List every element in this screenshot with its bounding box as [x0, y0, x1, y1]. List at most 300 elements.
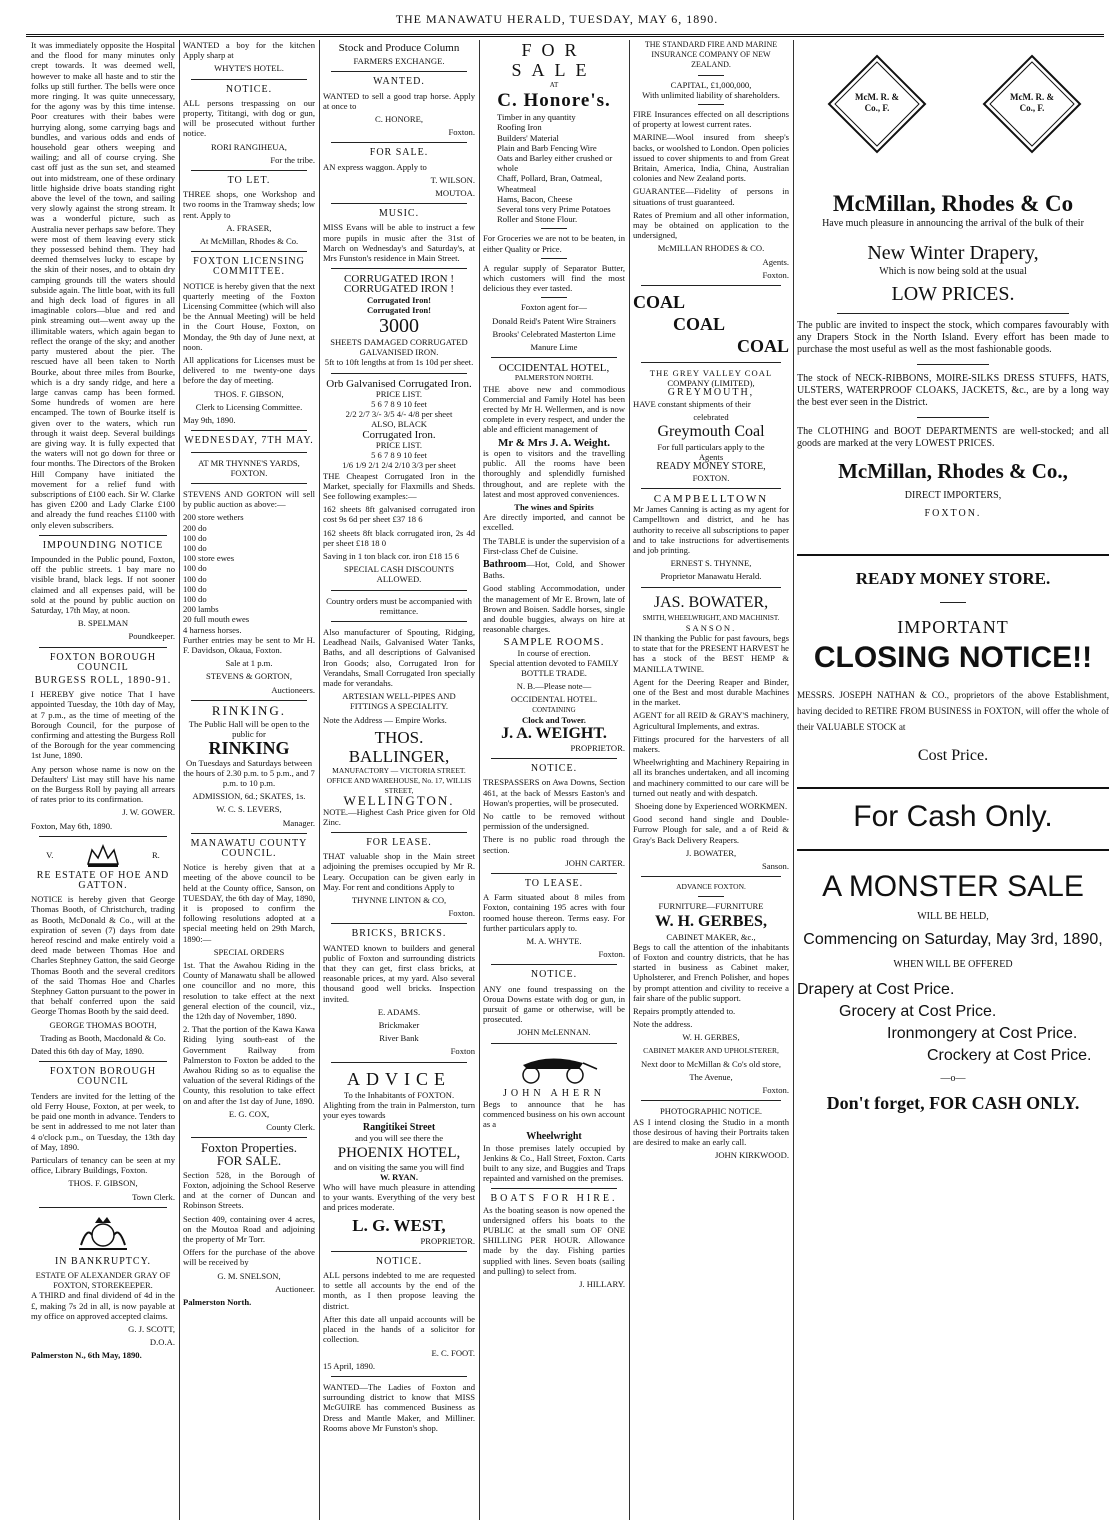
- forsale-signature: T. WILSON.: [430, 174, 475, 185]
- ahern-name: JOHN AHERN: [503, 1087, 605, 1099]
- bowater-body-3: AGENT for all REID & GRAY'S machinery, Agricultural Implements, and extras.: [633, 710, 789, 731]
- divider: [331, 832, 467, 833]
- firm-invite: The public are invited to inspect the stock, which compares favourably with any Drapers Stock in the North Island. Every effort has been made to purchase the most useful as well as the most fashionable goods.: [797, 320, 1109, 355]
- divider: [641, 488, 781, 489]
- occidental-title-2: OCCIDENTAL HOTEL.: [510, 694, 598, 705]
- phoenix-hotel: PHOENIX HOTEL,: [337, 1144, 461, 1161]
- divider: [491, 758, 617, 759]
- list-item: 100 do: [183, 583, 207, 594]
- ryan-name: W. RYAN.: [380, 1171, 418, 1182]
- county-title: MANAWATU COUNTY COUNCIL.: [190, 837, 308, 859]
- county-signature: E. G. COX,: [228, 1108, 270, 1119]
- orb-price-list: PRICE LIST.: [375, 388, 423, 399]
- bowater-name: JAS. BOWATER,: [653, 593, 769, 611]
- ahern-body-2: In those premises lately occupied by Jenkins & Co., Hall Street, Foxton. Carts built to any size, and Buggies and Traps repainted and varnished on the premises.: [483, 1142, 625, 1184]
- divider: [191, 1137, 307, 1138]
- bowater-town: SANSON.: [685, 622, 737, 633]
- advice-visit: and on visiting the same you will find: [333, 1161, 465, 1172]
- foot-notice-body-2: After this date all unpaid accounts will be placed in the hands of a solicitor for collection.: [323, 1313, 475, 1345]
- grey-valley-store: READY MONEY STORE,: [656, 461, 766, 473]
- bankruptcy-signature: G. J. SCOTT,: [128, 1323, 175, 1334]
- bankruptcy-sub: ESTATE OF ALEXANDER GRAY OF FOXTON, STOREKEEPER.: [35, 1269, 171, 1291]
- foot-notice-title: NOTICE.: [375, 1255, 423, 1267]
- bowater-body-6: Good second hand single and Double-Furrow Plough for sale, and a of Reid & Gray's Back Delivery Reapers.: [633, 814, 789, 845]
- commencing-date: Commencing on Saturday, May 3rd, 1890,: [803, 931, 1103, 948]
- sale-further: Further entries may be sent to Mr H. F. Davidson, Okaua, Foxton.: [183, 634, 315, 655]
- impound-title: IMPOUNDING NOTICE: [42, 539, 164, 551]
- ferry-signature: THOS. F. GIBSON,: [68, 1178, 138, 1189]
- insurance-marine: MARINE—Wool insured from sheep's backs, or woolshed to London. Open policies issued to cover shipments to and from Great Britain, America, India, China, Australian colonies and New Zealand ports.: [633, 132, 789, 184]
- lease-signature: THYNNE LINTON & CO,: [351, 895, 447, 905]
- divider: [491, 1188, 617, 1189]
- impound-body: Impounded in the Public pound, Foxton, off the public streets. 1 bay mare no visible brand, black legs. If not sooner claimed and all expenses paid, will be sold at the pound by public auction on Saturday, 17th May, at noon.: [31, 553, 175, 615]
- firm-intro: Have much pleasure in announcing the arrival of the bulk of their: [822, 218, 1084, 229]
- sample-rooms-sub: In course of erection.: [517, 647, 591, 658]
- wanted-title: WANTED.: [373, 76, 425, 88]
- bowater-body: IN thanking the Public for past favours, begs to state that for the PRESENT HARVEST he has a stock of the BEST HEMP & MANILLA TWINE.: [633, 632, 789, 674]
- wanted-place: Foxton.: [448, 127, 475, 138]
- closing-body: MESSRS. JOSEPH NATHAN & CO., proprietors of the above Establishment, having decided to RETIRE FROM BUSINESS in FOXTON, will offer the whole of their VALUABLE STOCK at: [797, 690, 1109, 732]
- wanted-body: WANTED to sell a good trap horse. Apply at once to: [323, 90, 475, 111]
- sale-intro: STEVENS AND GORTON will sell by public auction as above:—: [183, 488, 315, 510]
- section-rule: [797, 554, 1109, 556]
- bricks-title: BRICKS, BRICKS.: [351, 928, 447, 940]
- divider: [940, 602, 966, 603]
- campbelltown-body: Mr James Canning is acting as my agent for Campelltown and district, and he has authority to receive all subscriptions to paper and to take instructions for advertisements and job printing.: [633, 504, 789, 555]
- vr-r: R.: [151, 849, 160, 860]
- ornament: —o—: [940, 1073, 966, 1084]
- honore-agent-1: Donald Reid's Patent Wire Strainers: [492, 315, 616, 326]
- occidental-body-2: is open to visitors and the travelling public. All the rooms have been thoroughly and splendidly furnished throughout, and are replete with the latest and most approved conveniences.: [483, 447, 625, 499]
- occidental-title: OCCIDENTAL HOTEL,: [498, 362, 610, 375]
- vr-v: V.: [46, 849, 54, 860]
- iron-heading-1: CORRUGATED IRON !: [344, 273, 454, 286]
- divider: [331, 1062, 467, 1063]
- insurance-role: Agents.: [762, 256, 789, 267]
- list-item: 100 do: [183, 573, 207, 584]
- campbelltown-title: CAMPBELLTOWN: [653, 492, 769, 505]
- occidental-wines-body: Are directly imported, and cannot be excelled.: [483, 512, 625, 533]
- lease-body: THAT valuable shop in the Main street adjoining the premises occupied by Mr R. Leary. Occupation can be given early in May. For rent and conditions Apply to: [323, 851, 475, 892]
- gerbes-signature: W. H. GERBES,: [682, 1032, 740, 1043]
- gerbes-address: Next door to McMillan & Co's old store,: [641, 1058, 781, 1069]
- burgess-body-2: Any person whose name is now on the Defaulters' List may still have his name on the Burgess Roll by paying all arrears of rates prior to its confirmation.: [31, 763, 175, 805]
- occidental-body: THE above new and commodious Commercial and Family Hotel has been erected by Mr H. Wellermen, and is now complete in every respect, and under the able and efficient management of: [483, 383, 625, 435]
- trespass-signature: JOHN CARTER.: [565, 857, 625, 868]
- rinking-signature: W. C. S. LEVERS,: [216, 804, 282, 815]
- impound-signature: B. SPELMAN: [77, 618, 129, 629]
- list-item: Chaff, Pollard, Bran, Oatmeal, Wheatmeal: [497, 173, 603, 194]
- honore-agent: Foxton agent for—: [521, 302, 587, 313]
- tolease-place: Foxton.: [598, 949, 625, 960]
- column-5: [630, 40, 792, 1520]
- rinking-role: Manager.: [282, 817, 315, 828]
- occidental-managers: Mr & Mrs J. A. Weight.: [497, 436, 611, 449]
- iron-quantity: 3000: [379, 315, 419, 338]
- coal-1: COAL: [633, 292, 686, 313]
- divider: [191, 452, 307, 453]
- forsale-body: AN express waggon. Apply to: [323, 161, 427, 172]
- bricks-place: River Bank: [379, 1033, 419, 1044]
- estate-signature: GEORGE THOMAS BOOTH,: [49, 1019, 157, 1030]
- ferry-body-2: Particulars of tenancy can be seen at my office, Library Buildings, Foxton.: [31, 1154, 175, 1176]
- burgess-signature: J. W. GOWER.: [122, 807, 175, 818]
- list-item: 200 store wethers: [183, 512, 244, 523]
- divider: [491, 873, 617, 874]
- grey-valley-3: GREYMOUTH,: [667, 387, 755, 399]
- campbelltown-signature: ERNEST S. THYNNE,: [670, 558, 752, 569]
- list-item: 200 do: [183, 522, 207, 533]
- rms-title: READY MONEY STORE.: [855, 569, 1051, 588]
- grey-valley-2: COMPANY (LIMITED),: [667, 378, 755, 389]
- list-item: 100 store ewes: [183, 553, 235, 564]
- divider: [191, 483, 307, 484]
- county-role: County Clerk.: [266, 1122, 315, 1133]
- forsale-title: FOR SALE.: [369, 147, 429, 159]
- divider: [331, 71, 467, 72]
- occidental-containing: CONTAINING: [532, 705, 576, 714]
- weight-name: J. A. WEIGHT.: [501, 724, 607, 742]
- gerbes-place: Foxton.: [762, 1085, 789, 1096]
- coal-3: COAL: [736, 336, 789, 357]
- divider: [39, 647, 167, 648]
- divider: [698, 896, 724, 897]
- low-prices: LOW PRICES.: [891, 283, 1015, 305]
- honore-at: AT: [549, 81, 559, 89]
- divider: [491, 357, 617, 358]
- column-1: [28, 40, 178, 1520]
- grey-valley-particulars: For full particulars apply to the: [657, 442, 765, 453]
- coal-2: COAL: [673, 314, 726, 335]
- family-bottle: Special attention devoted to FAMILY BOTTLE TRADE.: [489, 657, 619, 678]
- wanted-boy: WANTED a boy for the kitchen Apply sharp at: [183, 40, 315, 61]
- logo-text: McM. R. & Co., F.: [855, 92, 899, 113]
- divider: [541, 228, 567, 229]
- firm-logo-right: [982, 54, 1082, 154]
- iron-discounts: SPECIAL CASH DISCOUNTS ALLOWED.: [344, 564, 454, 585]
- iron-heading-3: Corrugated Iron!: [366, 294, 432, 305]
- property-role: Auctioneer.: [275, 1283, 315, 1294]
- insurance-rates: Rates of Premium and all other information, may be obtained on application to the undersigned,: [633, 209, 789, 241]
- county-resolution-2: 2. That the portion of the Kawa Kawa Riding lying south-east of the Government Railway from Palmerston to Foxton be added to the Awahou Riding so as to equalise the valuation of the several Ridings of the County, this resolution to take effect on and after the 1st day of June, 1890.: [183, 1024, 315, 1106]
- list-item: Roofing Iron: [497, 122, 542, 133]
- photo-title: PHOTOGRAPHIC NOTICE.: [659, 1106, 763, 1117]
- iron-sizes: 5ft to 10ft lengths at from 1s 10d per sheet.: [324, 357, 474, 368]
- divider: [331, 923, 467, 924]
- stock-column-title: Stock and Produce Column: [338, 42, 460, 54]
- firm-name-2: McMillan, Rhodes & Co.,: [838, 459, 1068, 483]
- divider: [331, 1251, 467, 1252]
- offer-grocery: Grocery at Cost Price.: [839, 1003, 997, 1020]
- orb-row-2: 2/2 2/7 3/- 3/5 4/- 4/8 per sheet: [345, 409, 453, 420]
- gerbes-body: Begs to call the attention of the inhabitants of Foxton and country districts, that he has started in business as Cabinet maker, Upholsterer, and French Polisher, and hopes by prompt attention and civility to receive a fair share of the public support.: [633, 941, 789, 1003]
- occidental-wines: The wines and Spirits: [514, 501, 594, 512]
- honore-name: C. Honore's.: [497, 90, 611, 112]
- gerbes-body-2: Repairs promptly attended to.: [633, 1006, 736, 1017]
- list-item: 100 do: [183, 532, 207, 543]
- to-let-body: THREE shops, one Workshop and two rooms in the Tramway sheds; low rent. Apply to: [183, 189, 315, 220]
- weight-role: PROPRIETOR.: [570, 742, 625, 753]
- list-item: Hams, Bacon, Cheese: [497, 193, 573, 204]
- rinking-admission: ADMISSION, 6d.; SKATES, 1s.: [192, 791, 306, 802]
- divider: [191, 79, 307, 80]
- boats-signature: J. HILLARY.: [579, 1279, 625, 1290]
- insurance-signature: McMILLAN RHODES & CO.: [657, 243, 765, 254]
- firm-name: McMillan, Rhodes & Co: [832, 191, 1074, 216]
- stock-list: [183, 512, 315, 634]
- farmers-exchange: FARMERS EXCHANGE.: [353, 56, 445, 67]
- will-be-offered: WHEN WILL BE OFFERED: [893, 959, 1013, 970]
- gerbes-address-2: The Avenue,: [689, 1072, 733, 1083]
- advance-foxton: ADVANCE FOXTON.: [676, 882, 746, 892]
- divider: [331, 373, 467, 374]
- foot-notice-body: ALL persons indebted to me are requested to settle all accounts by the end of the month, as I then propose leaving the district.: [323, 1270, 475, 1311]
- sample-rooms: SAMPLE ROOMS.: [503, 636, 605, 649]
- impound-role: Poundkeeper.: [128, 631, 175, 642]
- honore-groceries: For Groceries we are not to be beaten, in either Quality or Price.: [483, 233, 625, 254]
- divider: [331, 621, 467, 622]
- divider: [641, 1100, 781, 1101]
- ryan-body: Who will have much pleasure in attending to your wants. Everything of the very best and prices moderate.: [323, 1182, 475, 1213]
- gerbes-name: W. H. GERBES,: [655, 912, 767, 930]
- photo-signature: JOHN KIRKWOOD.: [715, 1150, 789, 1161]
- occidental-place: PALMERSTON NORTH.: [514, 373, 594, 383]
- divider: [917, 364, 989, 365]
- licensing-body-2: All applications for Licenses must be delivered to me twenty-one days before the day of meeting.: [183, 355, 315, 386]
- licensing-title: FOXTON LICENSING COMMITTEE.: [193, 256, 305, 278]
- iron-heading-4: Corrugated Iron!: [366, 304, 432, 315]
- ahern-body: Begs to announce that he has commenced business on his own account as a: [483, 1098, 625, 1130]
- ferry-role: Town Clerk.: [132, 1191, 175, 1202]
- bowater-trade: SMITH, WHEELWRIGHT, AND MACHINIST.: [642, 613, 780, 622]
- divider: [331, 590, 467, 591]
- burgess-title: BURGESS ROLL, 1890-91.: [34, 674, 172, 686]
- list-item: 20 full mouth ewes: [183, 614, 250, 625]
- trespass-body-3: There is no public road through the section.: [483, 834, 625, 855]
- foot-notice-date: 15 April, 1890.: [323, 1360, 376, 1371]
- masthead-rule: [26, 34, 1104, 37]
- occidental-table: The TABLE is under the supervision of a First-class Chef de Cuisine.: [483, 535, 625, 556]
- rinking-times: On Tuesdays and Saturdays between the hours of 2.30 p.m. to 5 p.m., and 7 p.m. to 10 p.m.: [183, 757, 315, 788]
- bricks-body: WANTED known to builders and general public of Foxton and surrounding districts that they can get, first class bricks, at reasonable prices, at my yard. Also several thousand good well bricks. Inspection invited.: [323, 942, 475, 1004]
- divider: [191, 833, 307, 834]
- property-2: Section 409, containing over 4 acres, on the Moutoa Road and adjoining the property of Mr Torr.: [183, 1213, 315, 1244]
- notice-body: ALL persons trespassing on our property, Tititangi, with dog or gun, will be prosecuted without further notice.: [183, 97, 315, 139]
- lease-place: Foxton.: [448, 908, 475, 919]
- insurance-place: Foxton.: [762, 269, 789, 280]
- estate-role: Trading as Booth, Macdonald & Co.: [40, 1032, 166, 1043]
- orb-row-1: 5 6 7 8 9 10 feet: [371, 399, 427, 410]
- column-4: [480, 40, 628, 1520]
- divider: [491, 964, 617, 965]
- county-orders: SPECIAL ORDERS: [213, 946, 285, 957]
- furniture-heading: FURNITURE—FURNITURE: [658, 901, 764, 912]
- estate-body: NOTICE is hereby given that George Thomas Booth, of Christchurch, trading as Booth, McDonald & Co., will at the expiration of seven (7) days from date hereof rescind and make entirely void a deed made between Thomas Hoe and Charles Stephney Gatton, the said George Thomas Booth and the several creditors of the said Thomas Hoe and Charles Stephney Gatton pursuant to the power in that behalf conferred upon the said George Thomas Booth by the said deed.: [31, 894, 175, 1017]
- estate-date: Dated this 6th day of May, 1890.: [31, 1046, 145, 1057]
- advice-heading: ADVICE: [347, 1068, 451, 1089]
- iron-sheets: SHEETS DAMAGED CORRUGATED GALVANISED IRON.: [330, 337, 468, 358]
- divider: [541, 258, 567, 259]
- firm-logo-left: [827, 54, 927, 154]
- occidental-bathroom-note: —Hot, Cold, and Shower Baths.: [483, 558, 625, 581]
- ballinger-city: WELLINGTON.: [343, 793, 455, 809]
- licensing-body: NOTICE is hereby given that the next quarterly meeting of the Foxton Licensing Committee (which will also be the Annual Meeting) will be held in the Court House, Foxton, on Monday, the 9th day of June next, at noon.: [183, 280, 315, 352]
- sale-signature: STEVENS & GORTON,: [206, 671, 292, 682]
- burgess-body: I HEREBY give notice That I have appointed Tuesday, the 10th day of May, at 7 p.m., as the time of meeting of the Borough Council, for the purpose of confirming and attesting the Burgess Roll of the Borough for the year commencing 1st June, 1890.: [31, 689, 175, 761]
- black-price-list: PRICE LIST.: [375, 439, 423, 450]
- iron-example-1: 162 sheets 8ft galvanised corrugated iron cost 9s 6d per sheet £37 18 6: [323, 504, 475, 525]
- divider: [39, 535, 167, 536]
- advice-street: Rangitikei Street: [362, 1122, 436, 1134]
- list-item: 100 do: [183, 542, 207, 553]
- list-item: Several tons very Prime Potatoes: [497, 204, 611, 215]
- orb-heading: Orb Galvanised Corrugated Iron.: [326, 377, 472, 390]
- cash-only: For Cash Only.: [853, 800, 1053, 833]
- ballinger-name: THOS. BALLINGER,: [348, 727, 450, 766]
- offer-drapery: Drapery at Cost Price.: [797, 981, 955, 998]
- divider: [331, 268, 467, 269]
- list-item: Oats and Barley either crushed or whole: [497, 153, 613, 174]
- divider: [698, 75, 724, 76]
- firm-neck: The stock of NECK-RIBBONS, MOIRE-SILKS DRESS STUFFS, HATS, ULSTERS, WATERPROOF CLOAKS, JACKETS, &c., are by a long way the best ever seen in the District.: [797, 373, 1109, 408]
- ballinger-zinc: NOTE.—Highest Cash Price given for Old Zinc.: [323, 806, 475, 827]
- bankruptcy-body: A THIRD and final dividend of 4d in the £, making 7s 2d in all, is now payable at my office on approved accepted claims.: [31, 1290, 175, 1321]
- offer-ironmongery: Ironmongery at Cost Price.: [887, 1025, 1078, 1042]
- firm-town: FOXTON.: [924, 508, 982, 519]
- to-let-signature: A. FRASER,: [226, 222, 272, 233]
- black-heading: Corrugated Iron.: [362, 428, 436, 441]
- occidental-stabling: Good stabling Accommodation, under the management of Mr E. Brown, late of Brown and Boisen. Saddle horses, single and double buggies, always on hire at reasonable charges.: [483, 583, 625, 635]
- divider: [191, 170, 307, 171]
- west-role: PROPRIETOR.: [420, 1235, 475, 1246]
- rinking-heading: RINKING.: [211, 702, 287, 718]
- bowater-body-4: Fittings procured for the harvesters of all makers.: [633, 733, 789, 754]
- ladies-notice: WANTED—The Ladies of Foxton and surrounding district to know that MISS McGUIRE has commenced Business as Dress and Mantle Maker, and Milliner. Rooms above Mr Funston's shop.: [323, 1381, 475, 1433]
- grey-valley-place: FOXTON.: [692, 472, 730, 483]
- rinking-big: RINKING: [208, 738, 290, 759]
- important-label: IMPORTANT: [897, 617, 1009, 637]
- wanted-boy-hotel: WHYTE'S HOTEL.: [214, 63, 284, 74]
- grey-valley-1: THE GREY VALLEY COAL: [649, 368, 773, 379]
- property-offer: Offers for the purchase of the above will be received by: [183, 1247, 315, 1268]
- to-let-role: At McMillan, Rhodes & Co.: [199, 236, 299, 247]
- ferry-title: FOXTON BOROUGH COUNCIL: [49, 1066, 157, 1088]
- list-item: Plain and Barb Fencing Wire: [497, 142, 597, 153]
- boats-body: As the boating season is now opened the undersigned offers his boats to the PUBLIC at the small sum OF ONE SHILLING PER HOUR. Allowance made by the day. Fishing parties supplied with lines. Seven boats (sailing and pulling) to select from.: [483, 1204, 625, 1276]
- iron-artesian: ARTESIAN WELL-PIPES AND FITTINGS A SPECIALITY.: [342, 691, 456, 712]
- gerbes-body-3: Note the address.: [633, 1019, 693, 1030]
- bowater-shoeing: Shoeing done by Experienced WORKMEN.: [634, 800, 788, 811]
- sale-role: Auctioneers.: [271, 684, 315, 695]
- estate-title: RE ESTATE OF HOE AND GATTON.: [36, 869, 170, 892]
- column-3: [320, 40, 478, 1520]
- property-signature: G. M. SNELSON,: [217, 1270, 281, 1281]
- notice-signature: RORI RANGIHEUA,: [211, 141, 287, 152]
- black-row-2: 1/6 1/9 2/1 2/4 2/10 3/3 per sheet: [342, 460, 456, 471]
- column-6: [794, 40, 1112, 1520]
- list-item: Builders' Material: [497, 132, 559, 143]
- gerbes-role-2: CABINET MAKER AND UPHOLSTERER,: [643, 1045, 779, 1055]
- black-also: ALSO, BLACK: [371, 419, 427, 430]
- divider: [39, 836, 167, 837]
- advice-see: and you will see there the: [354, 1133, 444, 1144]
- county-resolution-1: 1st. That the Awahou Riding in the County of Manawatu shall be allowed one councillor and no more, this resolution to take effect at the next general election of the council, viz., the 12th day of November, 1890.: [183, 960, 315, 1022]
- iron-cheapest: THE Cheapest Corrugated Iron in the Market, specially for Flaxmills and Sheds. See following examples:—: [323, 470, 475, 501]
- advice-to: To the Inhabitants of FOXTON.: [343, 1089, 455, 1100]
- honore-butter: A regular supply of Separator Butter, which customers will find the most delicious they ever tasted.: [483, 262, 625, 294]
- bankruptcy-date: Palmerston N., 6th May, 1890.: [31, 1350, 142, 1361]
- bankruptcy-role: D.O.A.: [149, 1337, 175, 1348]
- properties-title: Foxton Properties.: [200, 1140, 298, 1156]
- west-name: L. G. WEST,: [352, 1215, 446, 1235]
- property-place: Palmerston North.: [183, 1296, 252, 1307]
- advice-body: Alighting from the train in Palmerston, turn your eyes towards: [323, 1099, 475, 1121]
- honore-agent-3: Manure Lime: [530, 342, 578, 353]
- honore-items: [483, 112, 625, 224]
- list-item: 100 do: [183, 563, 207, 574]
- properties-for-sale: FOR SALE.: [216, 1153, 282, 1169]
- trespass-body: TRESPASSERS on Awa Downs, Section 461, at the back of Messrs Easton's and Howan's properties, will be prosecuted.: [483, 777, 625, 808]
- grey-valley-body: HAVE constant shipments of their: [633, 398, 751, 409]
- list-item: Timber in any quantity: [497, 112, 576, 123]
- masthead-title: THE MANAWATU HERALD, TUESDAY, MAY 6, 1890.: [395, 12, 719, 26]
- divider: [491, 1043, 617, 1044]
- iron-saving: Saving in 1 ton black cor. iron £18 15 6: [323, 550, 460, 561]
- divider: [331, 203, 467, 204]
- wanted-signature: C. HONORE,: [375, 114, 423, 125]
- property-1: Section 528, in the Borough of Foxton, adjoining the School Reserve and at the corner of Duncan and Robinson Streets.: [183, 1169, 315, 1211]
- bankruptcy-title: IN BANKRUPTCY.: [54, 1255, 152, 1267]
- divider: [698, 104, 724, 105]
- will-be-held: WILL BE HELD,: [917, 911, 989, 922]
- cost-price: Cost Price.: [917, 747, 989, 764]
- bowater-body-5: Wheelwrighting and Machinery Repairing in all its branches undertaken, and all incoming and machinery committed to our care will be turned out neatly and with despatch.: [633, 757, 789, 798]
- gerbes-role: CABINET MAKER, &c.,: [666, 931, 756, 942]
- direct-importers: DIRECT IMPORTERS,: [904, 490, 1002, 501]
- divider: [191, 700, 307, 701]
- royal-arms-row: [31, 842, 175, 868]
- clock-tower: Clock and Tower.: [522, 714, 586, 725]
- divider: [541, 297, 567, 298]
- please-note: N. B.—Please note—: [516, 681, 592, 692]
- drapery-sold: Which is now being sold at the usual: [879, 266, 1027, 277]
- iron-address: Note the Address — Empire Works.: [323, 714, 447, 725]
- licensing-signature: THOS. F. GIBSON,: [214, 388, 284, 399]
- boats-title: BOATS FOR HIRE.: [490, 1193, 618, 1205]
- oroua-body: ANY one found trespassing on the Oroua Downs estate with dog or gun, in pursuit of game or otherwise, will be prosecuted.: [483, 983, 625, 1025]
- greymouth-coal: Greymouth Coal: [657, 423, 765, 441]
- ballinger-sub: MANUFACTORY — VICTORIA STREET. OFFICE AND WAREHOUSE, No. 17, WILLIS STREET,: [326, 765, 472, 796]
- offer-crockery: Crockery at Cost Price.: [927, 1047, 1092, 1064]
- divider: [191, 430, 307, 431]
- iron-also: Also manufacturer of Spouting, Ridging, Leadhead Nails, Galvanised Water Tanks, Baths, and all descriptions of Galvanised Iron Goods; also, Corrugated Iron for Verandahs, Small Corrugated Iron specially made for verandahs.: [323, 626, 475, 688]
- divider: [837, 313, 1069, 314]
- licensing-date: May 9th, 1890.: [183, 415, 236, 426]
- trespass-title: NOTICE.: [530, 763, 578, 775]
- county-body: Notice is hereby given that at a meeting of the above council to be held at the County office, Sanson, on TUESDAY, the 6th day of May, 1890, it is proposed to confirm the following resolutions adopted at a special meeting held on 29th March, 1890:—: [183, 862, 315, 944]
- licensing-role: Clerk to Licensing Committee.: [195, 401, 303, 412]
- iron-orders: Country orders must be accompanied with remittance.: [326, 595, 472, 616]
- ahern-trade: Wheelwright: [526, 1131, 582, 1143]
- divider: [641, 285, 781, 286]
- black-row-1: 5 6 7 8 9 10 feet: [371, 450, 427, 461]
- insurance-liability: With unlimited liability of shareholders.: [642, 89, 780, 100]
- section-rule: [797, 849, 1109, 851]
- campbelltown-role: Proprietor Manawatu Herald.: [660, 571, 762, 582]
- sale-venue: AT MR THYNNE'S YARDS, FOXTON.: [198, 457, 300, 478]
- burgess-date: Foxton, May 6th, 1890.: [31, 820, 113, 831]
- bricks-town: Foxton: [450, 1046, 475, 1057]
